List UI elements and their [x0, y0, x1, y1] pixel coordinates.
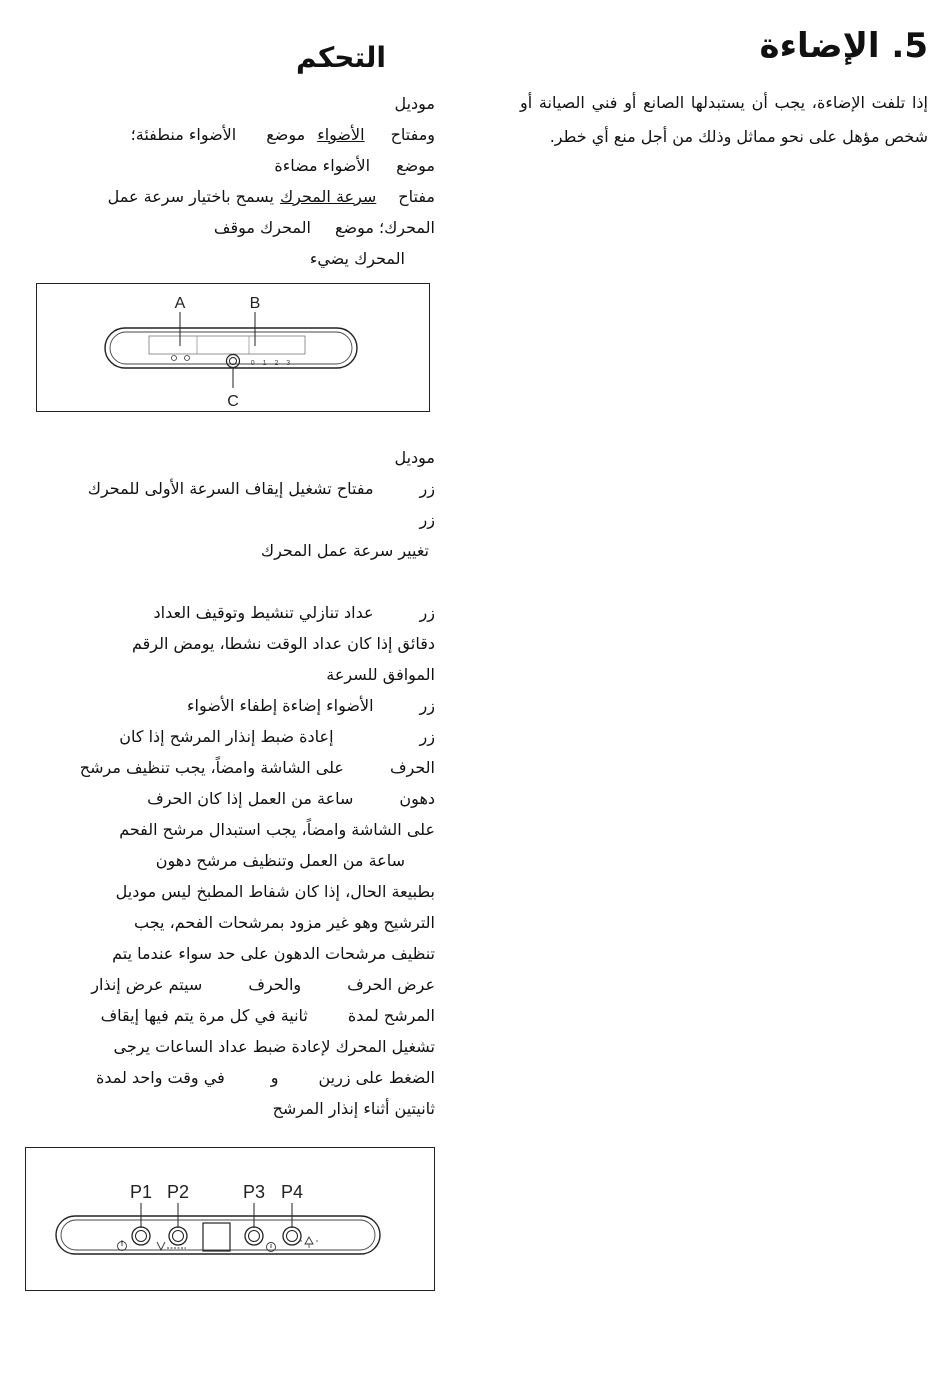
- text-line: عرض الحرفوالحرفسيتم عرض إنذار: [91, 975, 435, 994]
- button-panel-drawing: [26, 1148, 433, 1289]
- text-line: زرمفتاح تشغيل إيقاف السرعة الأولى للمحرك: [87, 479, 435, 498]
- label-p2: P2: [166, 1182, 190, 1202]
- control-panel-drawing: [37, 284, 428, 410]
- text-line: زرالأضواء إضاءة إطفاء الأضواء: [187, 696, 435, 715]
- text-line: الضغط على زرينوفي وقت واحد لمدة: [96, 1068, 435, 1087]
- text-line: الحرفعلى الشاشة وامضاً، يجب تنظيف مرشح: [79, 758, 435, 777]
- text-line: بطبيعة الحال، إذا كان شفاط المطبخ ليس موديل: [115, 882, 435, 901]
- text-line: المحرك؛ موضعالمحرك موقف: [213, 218, 435, 237]
- speed-scale: 0 1 2 3: [250, 360, 294, 367]
- label-p3: P3: [242, 1182, 266, 1202]
- text-line: تنظيف مرشحات الدهون على حد سواء عندما يتم: [112, 944, 435, 963]
- control-panel-figure-a: [36, 283, 430, 412]
- label-b: B: [249, 295, 261, 312]
- text-line: تغيير سرعة عمل المحرك: [260, 541, 429, 560]
- text-line: دهونساعة من العمل إذا كان الحرف: [147, 789, 435, 808]
- text-line: الموافق للسرعة: [326, 665, 435, 684]
- text-line: المحرك يضيء: [309, 249, 405, 268]
- text-line: [40, 566, 435, 597]
- section-heading-lighting: 5. الإضاءة: [759, 26, 928, 66]
- text-line: مفتاحسرعة المحركيسمح باختيار سرعة عمل: [107, 187, 435, 206]
- text-line: موديل: [394, 448, 435, 467]
- text-line: المرشح لمدةثانية في كل مرة يتم فيها إيقاف: [100, 1006, 435, 1025]
- fan-speed-icon: [157, 1242, 186, 1250]
- button-p2: [169, 1227, 187, 1245]
- label-a: A: [174, 295, 186, 312]
- text-line: موضعالأضواء مضاءة: [274, 156, 435, 175]
- text-line: زرإعادة ضبط إنذار المرشح إذا كان: [119, 727, 435, 746]
- button-p3: [245, 1227, 263, 1245]
- control-panel-figure-b: [25, 1147, 435, 1291]
- text-line: ثانيتين أثناء إنذار المرشح: [272, 1099, 435, 1118]
- controls-section-2: [40, 442, 435, 1124]
- label-c: C: [227, 393, 239, 410]
- controls-section-1: [40, 88, 435, 274]
- button-p4: [283, 1227, 301, 1245]
- text-line: زرعداد تنازلي تنشيط وتوقيف العداد: [153, 603, 435, 622]
- label-p1: P1: [129, 1182, 153, 1202]
- text-line: دقائق إذا كان عداد الوقت نشطا، يومض الرقم: [132, 634, 435, 653]
- display-window: [203, 1223, 230, 1251]
- text-line: زر: [419, 510, 435, 529]
- text-line: موديل: [394, 94, 435, 113]
- text-line: ساعة من العمل وتنظيف مرشح دهون: [155, 851, 405, 870]
- text-line: على الشاشة وامضاً، يجب استبدال مرشح الفحم: [119, 820, 435, 839]
- text-line: ومفتاحالأضواءموضعالأضواء منطفئة؛: [130, 125, 435, 144]
- lighting-paragraph: إذا تلفت الإضاءة، يجب أن يستبدلها الصانع أو فني الصيانة أو شخص مؤهل على نحو مماثل وذلك من أجل منع أي خطر.: [520, 93, 928, 146]
- light-icon: [300, 1237, 318, 1248]
- text-line: تشغيل المحرك لإعادة ضبط عداد الساعات يرجى: [113, 1037, 435, 1056]
- button-p1: [132, 1227, 150, 1245]
- text-line: الترشيح وهو غير مزود بمرشحات الفحم، يجب: [133, 913, 435, 932]
- label-p4: P4: [280, 1182, 304, 1202]
- power-icon: [118, 1240, 127, 1251]
- section-heading-controls: التحكم: [296, 41, 386, 74]
